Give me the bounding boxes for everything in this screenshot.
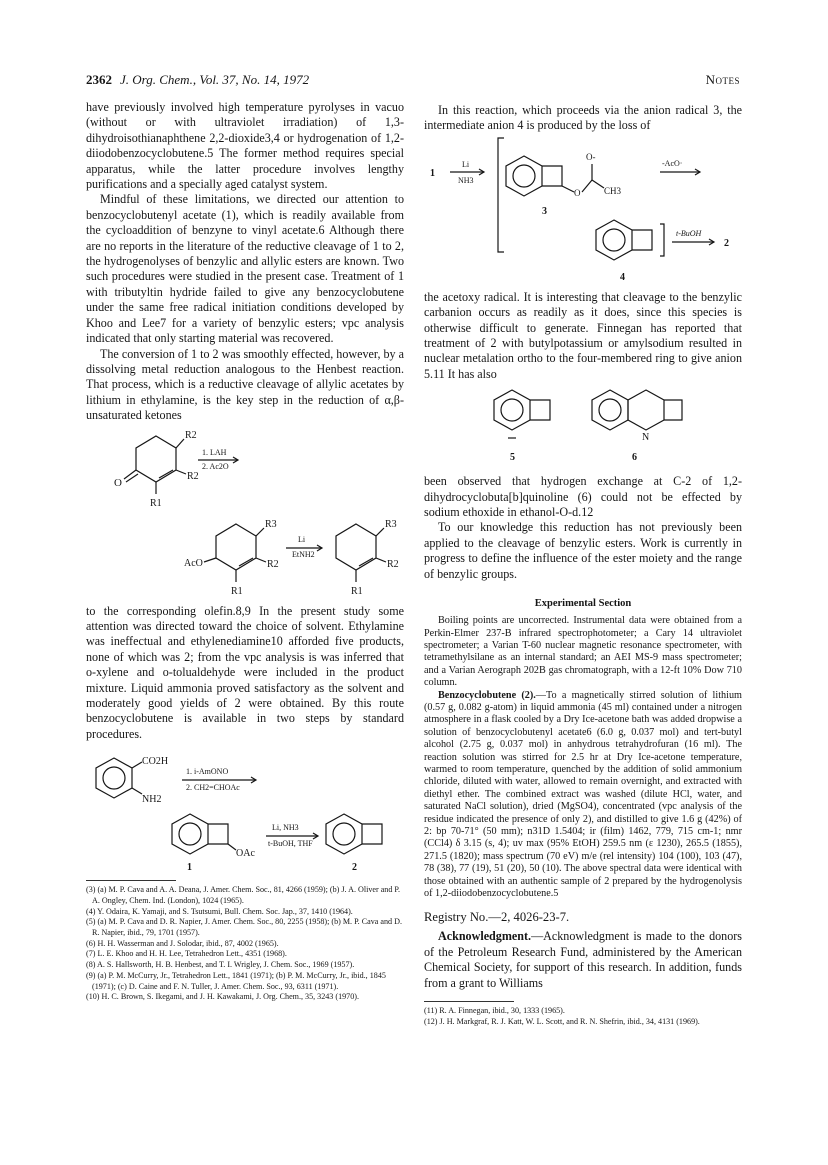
reagent-label: 2. CH2=CHOAc [186, 783, 240, 793]
olefin-ring [336, 524, 376, 570]
reagent-label: t-BuOH, THF [268, 839, 313, 849]
registry-number: Registry No.—2, 4026-23-7. [424, 910, 570, 925]
benzocyclobutene-synthesis-scheme [86, 752, 404, 872]
anthranilic-acid-ring [96, 758, 132, 798]
page-number: 2362 [86, 72, 112, 87]
reagent-label: 1. i-AmONO [186, 767, 229, 777]
paragraph: the acetoxy radical. It is interesting that cleavage to the benzylic carbanion occurs as readily as it does, since this species is otherwise difficult to generate. Finnegan has reported that treatment of 2 with butylpotassium or amylsodium resulted in nuclear metalation ortho to the four-membered ring to give anion 5.11 It has also [424, 289, 742, 381]
footnote: (12) J. H. Markgraf, R. J. Katt, W. L. Scott, and R. N. Shefrin, ibid., 34, 4131 (1969). [424, 1016, 700, 1026]
compound-number: 5 [510, 452, 515, 464]
compound-number: 1 [430, 167, 435, 179]
right-column [424, 103, 742, 1027]
reagent-label: -AcO· [662, 158, 683, 168]
left-column [86, 100, 404, 1003]
acknowledgment-heading: Acknowledgment. [438, 929, 532, 944]
substituent-label: R1 [351, 585, 363, 597]
group-label: NH2 [142, 794, 162, 806]
substituent-label: R1 [231, 585, 243, 597]
experimental-paragraph [424, 690, 742, 901]
substituent-label: R2 [267, 558, 279, 570]
paragraph: been observed that hydrogen exchange at C-2 of 1,2-dihydrocyclobuta[b]quinoline (6) could not be effected by sodium ethoxide in ethanol-O-d.12 [424, 474, 742, 520]
substituent-label: R2 [185, 429, 197, 441]
substituent-label: R2 [187, 470, 199, 482]
footnote-rule [86, 880, 176, 881]
acknowledgment-text: —Acknowledgment is made to the donors of the Petroleum Research Fund, administered by the American Chemical Society, for support of this research. In addition, funds from a grant to Williams [424, 929, 742, 990]
compound-number: 2 [352, 862, 357, 873]
group-label: CH3 [604, 185, 622, 196]
footnote: (11) R. A. Finnegan, ibid., 30, 1333 (1965). [424, 1006, 565, 1016]
compound-number: 6 [632, 452, 637, 464]
footnote-rule [424, 1001, 514, 1002]
running-header-section: Notes [705, 72, 740, 87]
reagent-label: t-BuOH [676, 228, 702, 238]
footnote: (8) A. S. Hallsworth, H. B. Henbest, and T. I. Wrigley, J. Chem. Soc., 1969 (1957). [86, 960, 355, 970]
paragraph: In this reaction, which proceeds via the anion radical 3, the intermediate anion 4 is produced by the loss of [424, 103, 742, 133]
journal-citation: J. Org. Chem., Vol. 37, No. 14, 1972 [120, 72, 310, 87]
footnote: (4) Y. Odaira, K. Yamaji, and S. Tsutsumi, Bull. Chem. Soc. Jap., 37, 1410 (1964). [86, 906, 353, 916]
group-label: O- [586, 151, 596, 162]
running-header-left [86, 72, 309, 88]
footnote: (7) L. E. Khoo and H. H. Lee, Tetrahedron Lett., 4351 (1968). [86, 949, 287, 959]
atom-label: O [114, 476, 122, 489]
substituent-label: AcO [184, 557, 203, 569]
experimental-paragraph: Boiling points are uncorrected. Instrumental data were obtained from a Perkin-Elmer 237-B infrared spectrophotometer; a Cary 14 ultraviolet spectrometer; a Varian T-60 nuclear magnetic resonance spectrometer, with tetramethylsilane as an internal standard; an AEI MS-9 mass spectrometer; and a Varian Aerograph 202B gas chromatograph, with a 12-ft 10% Dow 710 column. [424, 615, 742, 689]
procedure-heading: Benzocyclobutene (2). [438, 689, 536, 701]
compound-number: 2 [724, 237, 729, 249]
anion-quinoline-structures [424, 382, 742, 474]
paragraph: To our knowledge this reduction has not previously been applied to the cleavage of benzylic esters. Work is currently in progress to define the influence of the ester moiety and the range of benzylic groups. [424, 520, 742, 581]
intermediate-bracket [498, 138, 504, 252]
allylic-acetate-ring [216, 524, 256, 570]
footnote: (10) H. C. Brown, S. Ikegami, and J. H. Kawakami, J. Org. Chem., 35, 3243 (1970). [86, 992, 359, 1002]
reagent-label: 1. LAH [202, 447, 227, 457]
substituent-label: R2 [387, 558, 399, 570]
procedure-text: —To a magnetically stirred solution of lithium (0.57 g, 0.082 g-atom) in liquid ammonia (45 ml) contained under a nitrogen atmosphere in a flask cooled by a Dry Ice-acetone bath was added dropwise a solution of benzocyclobutenyl acetate6 (6.0 g, 0.037 mol) and tert-butyl alcohol (2.75 g, 0.037 mol) in anhydrous tetrahydrofuran (16 ml). The reaction solution was stirred for 2.5 hr at Dry Ice-acetone temperature, warmed to room temperature, quenched by the addition of solid ammonium chloride, diluted with water, allowed to remain overnight, and extracted with diethyl ether. The combined extract was washed (dilute HCl, water, and saturated NaCl solution), dried (MgSO4), concentrated (vpc analysis of the residue indicated the presence of only 2), and distilled to give 1.6 g (42%) of 2: bp 70-71° (50 mm); n31D 1.5404; ir (film) 1462, 779, 715 cm-1; nmr (CCl4) δ 3.15 (s, 4); uv max (95% EtOH) 259.5 nm (ε 1230), 265.5 (1855), 271.5 (1820); mass spectrum (70 eV) m/e (rel intensity) 104 (100), 103 (47), 78 (38), 77 (19), 51 (20), 50 (10). The above spectral data were identical with those obtained with an authentic sample of 2 prepared by the hydrogenolysis of 1,2-diiodobenzocyclobutene.5 [424, 689, 742, 900]
atom-label: N [642, 432, 650, 444]
benzocyclobutene [326, 814, 362, 854]
substituent-label: R1 [150, 497, 162, 509]
group-label: OAc [236, 848, 255, 860]
atom-label: O [574, 187, 581, 198]
group-label: CO2H [142, 756, 169, 768]
compound-number: 4 [620, 271, 625, 283]
reagent-label: 2. Ac2O [202, 461, 229, 471]
benzocyclobutenyl-acetate [172, 814, 208, 854]
paragraph: to the corresponding olefin.8,9 In the present study some attention was directed toward the choice of solvent. Ethylamine was ineffectual and ethylenediamine10 afforded five products, none of which was 2; from the vpc analysis is was inferred that o-xylene and o-tolualdehyde were included in the product mixture. Liquid ammonia proved satisfactory as the solvent and moderately good yields of 2 were obtained. By this route benzocyclobutene is available in two steps by standard procedures. [86, 603, 404, 741]
quinoline-ring-b [628, 390, 664, 430]
paragraph: have previously involved high temperature pyrolyses in vacuo (without or with ultraviolet irradiation) of 1,3-dihydroisothianaphthene 2,2-dioxide3,4 or hydrogenation of 1,2-diiodobenzocyclobutene.5 The former method requires special apparatus, while the latter procedure involves lengthy purifications and a specially aged catalyst system. [86, 100, 404, 192]
compound-number: 1 [187, 862, 192, 873]
substituent-label: R3 [265, 518, 277, 530]
acknowledgment [424, 929, 742, 991]
reagent-label: EtNH2 [292, 549, 315, 559]
paragraph: The conversion of 1 to 2 was smoothly effected, however, by a dissolving metal reduction analogous to the Henbest reaction. That process, which is a reductive cleavage of allylic acetates by lithium in ethylamine, is the key step in the reduction of α,β-unsaturated ketones [86, 346, 404, 423]
mechanism-scheme [424, 134, 742, 290]
footnote: (3) (a) M. P. Cava and A. A. Deana, J. Amer. Chem. Soc., 81, 4266 (1959); (b) J. A. Oliver and P. A. Ongley, Chem. Ind. (London), 1024 (1965). [86, 885, 401, 905]
compound-number: 3 [542, 205, 547, 217]
footnote: (5) (a) M. P. Cava and D. R. Napier, J. Amer. Chem. Soc., 80, 2255 (1958); (b) M. P. Cava and D. R. Napier, ibid., 79, 1701 (1957). [86, 917, 402, 937]
quinoline-ring-a [592, 390, 628, 430]
anion-5-ring [494, 390, 530, 430]
anion-radical-ring [506, 156, 542, 196]
henbest-reaction-scheme [86, 424, 404, 604]
paragraph: Mindful of these limitations, we directed our attention to benzocyclobutenyl acetate (1), which is readily available from the cycloaddition of benzyne to vinyl acetate.6 Although there are no reports in the literature of the reductive cleavage of 1 to 2, the hydrogenolyses of benzylic and allylic esters are known. Two such procedures were studied in the present case. Treatment of 1 with tributyltin hydride failed to give any benzocyclobutene under the same free radical initiation conditions developed by Khoo and Lee7 for a variety of benzylic esters; vpc analysis indicated that only starting material was recovered. [86, 192, 404, 346]
section-heading: Experimental Section [534, 598, 632, 610]
reagent-label: Li [298, 534, 306, 544]
reagent-label: Li [462, 159, 470, 169]
footnote: (9) (a) P. M. McCurry, Jr., Tetrahedron Lett., 1841 (1971); (b) P. M. McCurry, Jr., ibid., 1845 (1971); (c) D. Caine and F. N. Tuller, J. Amer. Chem. Soc., 93, 6311 (1971). [86, 970, 386, 991]
footnote: (6) H. H. Wasserman and J. Solodar, ibid., 87, 4002 (1965). [86, 938, 279, 948]
reagent-label: NH3 [458, 175, 474, 185]
substituent-label: R3 [385, 518, 397, 530]
reagent-label: Li, NH3 [272, 823, 299, 833]
cyclohexenone-ring [136, 436, 176, 482]
benzylic-anion-ring [596, 220, 632, 260]
